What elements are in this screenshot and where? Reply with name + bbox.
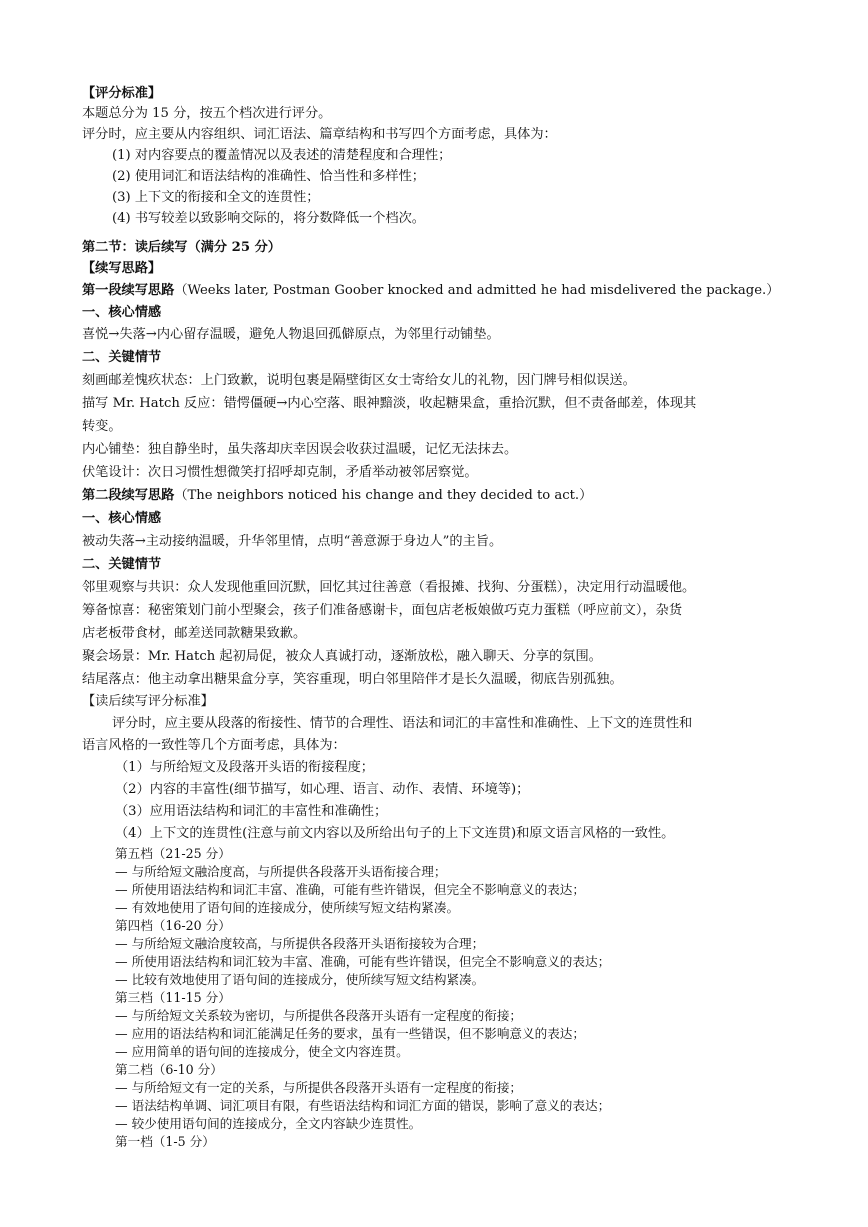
para1-plot-line: 转变。	[82, 419, 122, 434]
level-title: 第四档（16-20 分）	[115, 918, 231, 933]
continuation-criteria-item: （4）上下文的连贯性(注意与前文内容以及所给出句子的上下文连贯)和原文语言风格的一致性。	[115, 826, 675, 841]
level-desc-line: — 语法结构单调、词汇项目有限，有些语法结构和词汇方面的错误，影响了意义的表达；	[115, 1098, 611, 1113]
level-desc-line: — 有效地使用了语句间的连接成分，使所续写短文结构紧凑。	[115, 900, 460, 915]
section-title: 第二节：读后续写（满分 25 分）	[82, 240, 281, 255]
para2-title-line	[82, 488, 592, 504]
level-title: 第三档（11-15 分）	[115, 990, 231, 1005]
para1-plot-line: 内心铺垫：独自静坐时，虽失落却庆幸因误会收获过温暖，记忆无法抹去。	[82, 442, 518, 457]
para2-plot-line: 店老板带食材，邮差送同款糖果致歉。	[82, 626, 307, 641]
criteria-item: (4) 书写较差以致影响交际的，将分数降低一个档次。	[112, 211, 425, 226]
continuation-criteria-item: （1）与所给短文及段落开头语的衔接程度；	[115, 760, 374, 775]
level-title: 第二档（6-10 分）	[115, 1062, 223, 1077]
criteria-item: (3) 上下文的衔接和全文的连贯性；	[112, 190, 320, 205]
level-desc-line: — 与所给短文融洽度高，与所提供各段落开头语衔接合理；	[115, 864, 447, 879]
level-desc-line: — 所使用语法结构和词汇较为丰富、准确，可能有些许错误，但完全不影响意义的表达；	[115, 954, 611, 969]
para1-title-note: （Weeks later, Postman Goober knocked and admitted he had misdelivered the package.）	[174, 283, 780, 298]
level-desc-line: — 与所给短文有一定的关系，与所提供各段落开头语有一定程度的衔接；	[115, 1080, 523, 1095]
level-desc-line: — 与所给短文关系较为密切，与所提供各段落开头语有一定程度的衔接；	[115, 1008, 523, 1023]
para1-core-emotion-heading: 一、核心情感	[82, 305, 162, 320]
para1-plot-line: 描写 Mr. Hatch 反应：错愕僵硬→内心空落、眼神黯淡，收起糖果盒，重拾沉默，但不责备邮差，体现其	[82, 396, 697, 411]
para1-key-plot-heading: 二、关键情节	[82, 350, 162, 365]
criteria-item: (1) 对内容要点的覆盖情况以及表述的清楚程度和合理性；	[112, 148, 452, 163]
para2-emotion-text: 被动失落→主动接纳温暖，升华邻里情，点明“善意源于身边人”的主旨。	[82, 534, 503, 549]
para2-plot-line: 筹备惊喜：秘密策划门前小型聚会，孩子们准备感谢卡，面包店老板娘做巧克力蛋糕（呼应前文），杂货	[82, 603, 683, 618]
writing-ideas-heading: 【续写思路】	[82, 261, 162, 276]
para1-title: 第一段续写思路	[82, 283, 175, 298]
para2-key-plot-heading: 二、关键情节	[82, 557, 162, 572]
level-desc-line: — 与所给短文融洽度较高，与所提供各段落开头语衔接较为合理；	[115, 936, 485, 951]
level-desc-line: — 应用简单的语句间的连接成分，使全文内容连贯。	[115, 1044, 409, 1059]
para2-title: 第二段续写思路	[82, 488, 175, 503]
continuation-criteria-heading: 【读后续写评分标准】	[82, 694, 214, 709]
para1-emotion-text: 喜悦→失落→内心留存温暖，避免人物退回孤僻原点，为邻里行动铺垫。	[82, 327, 500, 342]
level-desc-line: — 应用的语法结构和词汇能满足任务的要求，虽有一些错误，但不影响意义的表达；	[115, 1026, 585, 1041]
para2-plot-line: 结尾落点：他主动拿出糖果盒分享，笑容重现，明白邻里陪伴才是长久温暖，彻底告别孤独。	[82, 672, 623, 687]
criteria-intro: 语言风格的一致性等几个方面考虑，具体为：	[82, 738, 346, 753]
para2-title-note: （The neighbors noticed his change and they decided to act.）	[174, 488, 593, 503]
continuation-criteria-item: （3）应用语法结构和词汇的丰富性和准确性；	[115, 804, 388, 819]
level-desc-line: — 所使用语法结构和词汇丰富、准确，可能有些许错误，但完全不影响意义的表达；	[115, 882, 585, 897]
criteria-intro: 评分时，应主要从段落的衔接性、情节的合理性、语法和词汇的丰富性和准确性、上下文的连贯性和	[112, 716, 693, 731]
level-desc-line: — 比较有效地使用了语句间的连接成分，使所续写短文结构紧凑。	[115, 972, 485, 987]
scoring-standard-heading: 【评分标准】	[82, 86, 162, 101]
para2-core-emotion-heading: 一、核心情感	[82, 511, 162, 526]
level-title: 第一档（1-5 分）	[115, 1134, 215, 1149]
para1-title-line	[82, 283, 779, 299]
para1-plot-line: 伏笔设计：次日习惯性想微笑打招呼却克制，矛盾举动被邻居察觉。	[82, 465, 478, 480]
para1-plot-line: 刻画邮差愧疚状态：上门致歉，说明包裹是隔壁街区女士寄给女儿的礼物，因门牌号相似误送。	[82, 373, 636, 388]
level-title: 第五档（21-25 分）	[115, 846, 231, 861]
para2-plot-line: 聚会场景：Mr. Hatch 起初局促，被众人真诚打动，逐渐放松，融入聊天、分享的氛围。	[82, 649, 602, 664]
scoring-aspects-line: 评分时，应主要从内容组织、词汇语法、篇章结构和书写四个方面考虑，具体为：	[82, 127, 557, 142]
total-score-line: 本题总分为 15 分，按五个档次进行评分。	[82, 106, 332, 121]
continuation-criteria-item: （2）内容的丰富性(细节描写，如心理、语言、动作、表情、环境等)；	[115, 782, 530, 797]
criteria-item: (2) 使用词汇和语法结构的准确性、恰当性和多样性；	[112, 169, 425, 184]
para2-plot-line: 邻里观察与共识：众人发现他重回沉默，回忆其过往善意（看报摊、找狗、分蛋糕），决定用行动温暖他。	[82, 580, 696, 595]
level-desc-line: — 较少使用语句间的连接成分，全文内容缺少连贯性。	[115, 1116, 422, 1131]
